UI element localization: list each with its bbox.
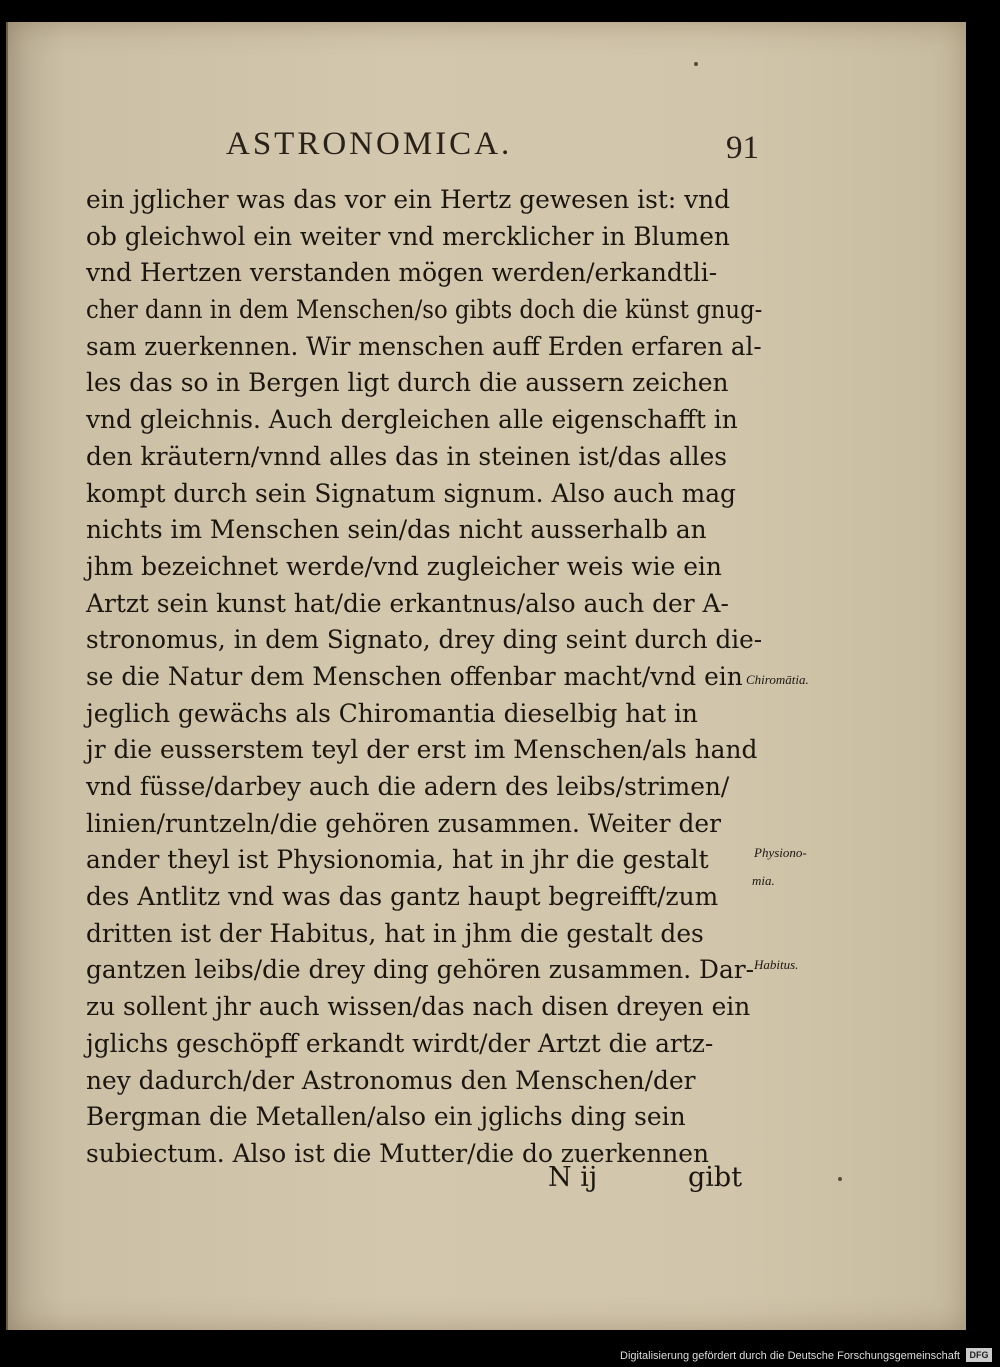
footer-credit: Digitalisierung gefördert durch die Deutsche Forschungsgemeinschaft xyxy=(620,1350,960,1362)
text-line: Artzt sein kunst hat/die erkantnus/also auch der A- xyxy=(86,588,729,618)
text-line: kompt durch sein Signatum signum. Also auch mag xyxy=(86,478,736,508)
text-line: ander theyl ist Physionomia, hat in jhr die gestalt xyxy=(86,845,709,875)
text-line: vnd gleichnis. Auch dergleichen alle eigenschafft in xyxy=(86,405,738,435)
text-line: gantzen leibs/die drey ding gehören zusammen. Dar- xyxy=(86,955,755,985)
text-line: vnd Hertzen verstanden mögen werden/erkandtli- xyxy=(86,258,718,288)
text-line: jhm bezeichnet werde/vnd zugleicher weis wie ein xyxy=(86,551,722,581)
text-line: linien/runtzeln/die gehören zusammen. Weiter der xyxy=(86,808,721,838)
digitization-footer xyxy=(0,1344,1000,1367)
text-line: nichts im Menschen sein/das nicht ausserhalb an xyxy=(86,515,707,545)
text-line: den kräutern/vnnd alles das in steinen ist/das alles xyxy=(86,441,728,471)
text-line: se die Natur dem Menschen offenbar macht/vnd ein xyxy=(86,661,743,691)
text-line: ein jglicher was das vor ein Hertz gewesen ist: vnd xyxy=(86,185,731,214)
text-line: zu sollent jhr auch wissen/das nach disen dreyen ein xyxy=(86,992,751,1022)
text-line: vnd füsse/darbey auch die adern des leibs/strimen/ xyxy=(86,772,730,801)
catchword: gibt xyxy=(688,1162,743,1193)
text-line: jglichs geschöpff erkandt wirdt/der Artzt die artz- xyxy=(86,1028,714,1058)
text-line: jeglich gewächs als Chiromantia dieselbig hat in xyxy=(86,698,698,728)
signature-mark: N ij xyxy=(548,1162,598,1193)
dfg-logo: DFG xyxy=(966,1348,992,1362)
body-text xyxy=(86,182,766,1173)
paper-speck xyxy=(838,1177,842,1181)
margin-note-habitus: Habitus. xyxy=(754,957,799,972)
text-line: sam zuerkennen. Wir menschen auff Erden erfaren al- xyxy=(86,331,762,361)
text-line: ney dadurch/der Astronomus den Menschen/der xyxy=(86,1065,696,1095)
margin-note-physionomia-1: Physiono- xyxy=(754,845,807,860)
text-line: des Antlitz vnd was das gantz haupt begreifft/zum xyxy=(86,882,719,912)
book-page xyxy=(6,22,966,1330)
text-line: cher dann in dem Menschen/so gibts doch die künst gnug- xyxy=(86,295,763,325)
text-line: ob gleichwol ein weiter vnd mercklicher in Blumen xyxy=(86,221,730,251)
running-title: ASTRONOMICA. xyxy=(226,126,513,162)
paper-speck xyxy=(694,62,698,66)
text-line: subiectum. Also ist die Mutter/die do zuerkennen xyxy=(86,1138,710,1168)
text-line: stronomus, in dem Signato, drey ding seint durch die- xyxy=(86,625,763,655)
margin-note-physionomia-2: mia. xyxy=(752,873,775,888)
text-line: jr die eusserstem teyl der erst im Menschen/als hand xyxy=(86,735,758,765)
text-line: les das so in Bergen ligt durch die aussern zeichen xyxy=(86,368,729,398)
text-line: Bergman die Metallen/also ein jglichs ding sein xyxy=(86,1102,686,1132)
margin-note-chiromantia: Chiromātia. xyxy=(746,672,809,687)
page-number: 91 xyxy=(726,130,759,166)
text-line: dritten ist der Habitus, hat in jhm die gestalt des xyxy=(86,918,704,948)
